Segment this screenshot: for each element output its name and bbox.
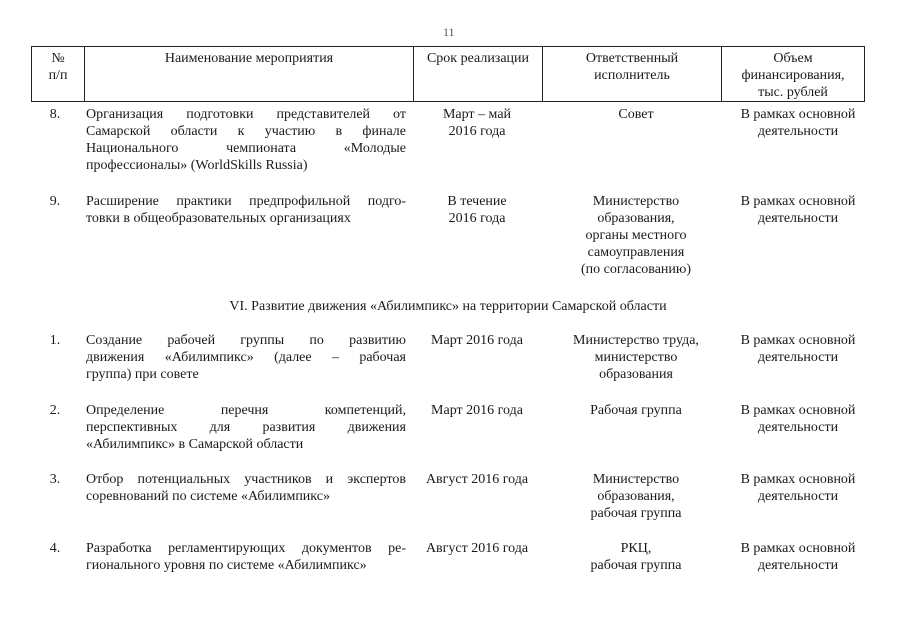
- row-funding-line: В рамках основной: [740, 403, 856, 418]
- row-funding: [731, 106, 865, 140]
- header-num: [32, 47, 85, 102]
- header-responsible-line: исполнитель: [594, 68, 670, 83]
- section-title: VI. Развитие движения «Абилимпикс» на территории Самарской области: [229, 299, 667, 314]
- row-term-line: В течение: [447, 194, 507, 209]
- row-funding-line: деятельности: [757, 124, 839, 139]
- header-num-line: п/п: [48, 68, 68, 83]
- row-name: [86, 540, 406, 574]
- row-name-line: Разработка регламентирующих документов ре-: [86, 541, 406, 556]
- row-responsible-line: образования,: [597, 211, 675, 226]
- header-name-label: Наименование мероприятия: [164, 51, 334, 66]
- row-responsible-line: самоуправления: [587, 245, 685, 260]
- row-term-line: 2016 года: [448, 211, 506, 226]
- row-term: [417, 332, 537, 349]
- row-term: [417, 471, 537, 488]
- row-name: [86, 332, 406, 383]
- row-term-line: Март 2016 года: [431, 333, 523, 348]
- row-name-line: движения «Абилимпикс» (далее – рабочая: [86, 350, 406, 365]
- row-funding-line: деятельности: [757, 489, 839, 504]
- header-term: [414, 47, 543, 102]
- header-responsible: [543, 47, 722, 102]
- row-funding: [731, 332, 865, 366]
- row-name-line: Национального чемпионата «Молодые: [86, 141, 406, 156]
- row-responsible-line: (по согласованию): [580, 262, 692, 277]
- row-name-line: Определение перечня компетенций,: [86, 403, 406, 418]
- header-funding-line: Объем: [773, 51, 813, 66]
- header-num-line: №: [51, 51, 65, 66]
- row-name: [86, 402, 406, 453]
- row-responsible-line: образования: [599, 367, 673, 382]
- row-term: [417, 540, 537, 557]
- row-term-line: Март 2016 года: [431, 403, 523, 418]
- row-term-line: 2016 года: [448, 124, 506, 139]
- row-funding: [731, 471, 865, 505]
- row-number: 8.: [49, 107, 61, 122]
- row-name-line: гионального уровня по системе «Абилимпикс»: [86, 558, 367, 573]
- row-responsible-line: рабочая группа: [590, 506, 682, 521]
- row-responsible-line: образования,: [597, 489, 675, 504]
- row-name-line: группа) при совете: [86, 367, 199, 382]
- row-term-line: Март – май: [442, 107, 512, 122]
- header-funding: [722, 47, 865, 102]
- row-funding-line: В рамках основной: [740, 107, 856, 122]
- row-name-line: профессионалы» (WorldSkills Russia): [86, 158, 308, 173]
- row-funding: [731, 193, 865, 227]
- row-term: [417, 402, 537, 419]
- row-name-line: Расширение практики предпрофильной подго-: [86, 194, 406, 209]
- row-number: 1.: [49, 333, 61, 348]
- row-responsible-line: рабочая группа: [590, 558, 682, 573]
- row-responsible: [552, 540, 720, 574]
- row-funding: [731, 540, 865, 574]
- header-term-label: Срок реализации: [426, 51, 530, 66]
- row-responsible-line: Министерство труда,: [573, 333, 699, 348]
- row-responsible: [552, 106, 720, 123]
- header-name: [85, 47, 414, 102]
- table-header: [31, 46, 865, 102]
- header-funding-line: финансирования,: [741, 68, 845, 83]
- row-name-line: перспективных для развития движения: [86, 420, 406, 435]
- row-number: 2.: [49, 403, 61, 418]
- row-funding-line: деятельности: [757, 420, 839, 435]
- row-responsible: [552, 332, 720, 383]
- row-responsible-line: органы местного: [585, 228, 687, 243]
- row-term-line: Август 2016 года: [425, 541, 529, 556]
- row-responsible-line: министерство: [594, 350, 678, 365]
- row-name: [86, 471, 406, 505]
- row-responsible-line: Министерство: [592, 194, 680, 209]
- row-name: [86, 193, 406, 227]
- row-name-line: Создание рабочей группы по развитию: [86, 333, 406, 348]
- row-name-line: товки в общеобразовательных организациях: [86, 211, 351, 226]
- row-responsible: [552, 402, 720, 419]
- row-number: 3.: [49, 472, 61, 487]
- row-responsible-line: РКЦ,: [620, 541, 652, 556]
- row-funding-line: В рамках основной: [740, 333, 856, 348]
- row-number: 9.: [49, 194, 61, 209]
- row-term: [417, 106, 537, 140]
- row-funding-line: В рамках основной: [740, 541, 856, 556]
- row-funding-line: В рамках основной: [740, 472, 856, 487]
- row-responsible-line: Совет: [618, 107, 654, 122]
- row-funding-line: деятельности: [757, 211, 839, 226]
- row-term-line: Август 2016 года: [425, 472, 529, 487]
- row-name-line: «Абилимпикс» в Самарской области: [86, 437, 304, 452]
- row-funding-line: деятельности: [757, 558, 839, 573]
- row-name-line: Самарской области к участию в финале: [86, 124, 406, 139]
- page-number: 11: [443, 25, 455, 39]
- header-responsible-line: Ответственный: [585, 51, 679, 66]
- row-funding-line: В рамках основной: [740, 194, 856, 209]
- row-funding: [731, 402, 865, 436]
- row-term: [417, 193, 537, 227]
- row-name-line: соревнований по системе «Абилимпикс»: [86, 489, 330, 504]
- row-name-line: Отбор потенциальных участников и экспертов: [86, 472, 406, 487]
- row-name-line: Организация подготовки представителей от: [86, 107, 406, 122]
- row-number: 4.: [49, 541, 61, 556]
- row-funding-line: деятельности: [757, 350, 839, 365]
- row-responsible: [552, 193, 720, 278]
- row-name: [86, 106, 406, 174]
- row-responsible-line: Рабочая группа: [590, 403, 682, 418]
- row-responsible-line: Министерство: [592, 472, 680, 487]
- row-responsible: [552, 471, 720, 522]
- header-funding-line: тыс. рублей: [758, 85, 828, 100]
